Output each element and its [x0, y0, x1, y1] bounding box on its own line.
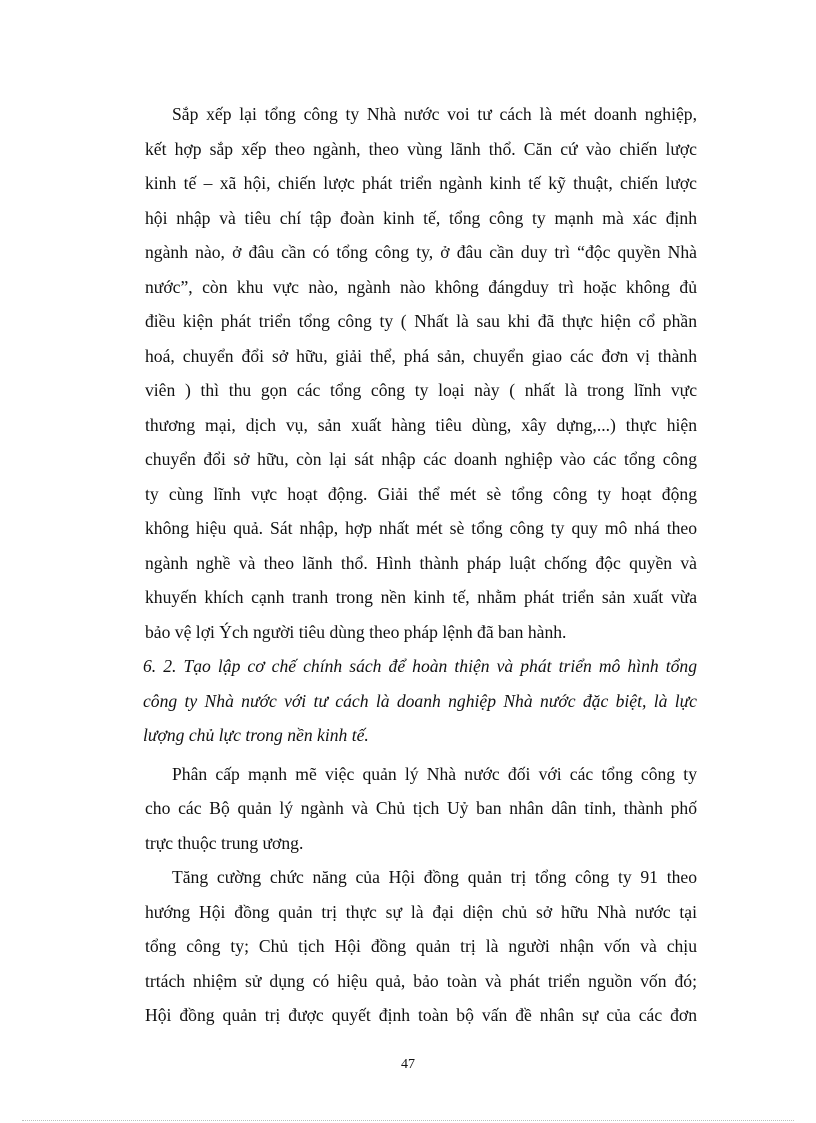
- heading-line: 6. 2. Tạo lập cơ chế chính sách để hoàn thiện và phát triển mô hình tổng: [143, 656, 697, 676]
- text-line: thương mại, dịch vụ, sản xuất hàng tiêu dùng, xây dựng,...) thực hiện: [145, 414, 697, 435]
- text-line: không hiệu quả. Sát nhập, hợp nhất mét sè tổng công ty quy mô nhá theo: [145, 518, 697, 538]
- section-heading: [145, 649, 697, 753]
- text-line: điều kiện phát triển tổng công ty ( Nhất là sau khi đã thực hiện cổ phần: [145, 311, 697, 331]
- text-line: Tăng cường chức năng của Hội đồng quản trị tổng công ty 91 theo: [172, 867, 697, 887]
- paragraph-decentralization: [145, 757, 697, 861]
- text-line: hướng Hội đồng quản trị thực sự là đại diện chủ sở hữu Nhà nước tại: [145, 901, 697, 922]
- text-line: Hội đồng quản trị được quyết định toàn bộ vấn đề nhân sự của các đơn: [145, 1005, 697, 1025]
- page-number: 47: [401, 1057, 415, 1072]
- text-line: ngành nghề và theo lãnh thổ. Hình thành pháp luật chống độc quyền và: [145, 552, 697, 573]
- text-line: Phân cấp mạnh mẽ việc quản lý Nhà nước đối với các tổng công ty: [172, 763, 697, 784]
- text-line: chuyển đổi sở hữu, còn lại sát nhập các doanh nghiệp vào các tổng công: [145, 449, 697, 469]
- text-line: nước”, còn khu vực nào, ngành nào không đángduy trì hoặc không đủ: [145, 276, 697, 297]
- text-line: kinh tế – xã hội, chiến lược phát triển ngành kinh tế kỹ thuật, chiến lược: [145, 173, 697, 193]
- text-line: trực thuộc trung ương.: [145, 832, 304, 853]
- text-line: tổng công ty; Chủ tịch Hội đồng quản trị là người nhận vốn và chịu: [145, 936, 697, 956]
- paragraph-board-functions: [145, 860, 697, 1033]
- heading-line: công ty Nhà nước với tư cách là doanh nghiệp Nhà nước đặc biệt, là lực: [143, 690, 697, 711]
- text-line: hội nhập và tiêu chí tập đoàn kinh tế, tổng công ty mạnh mà xác định: [145, 207, 697, 228]
- text-line: ngành nào, ở đâu cần có tổng công ty, ở đâu cần duy trì “độc quyền Nhà: [145, 242, 697, 262]
- text-line: khuyến khích cạnh tranh trong nền kinh tế, nhằm phát triển sản xuất vừa: [145, 587, 697, 607]
- document-body: [145, 97, 697, 1033]
- text-line: viên ) thì thu gọn các tổng công ty loại này ( nhất là trong lĩnh vực: [145, 380, 697, 400]
- text-line: cho các Bộ quản lý ngành và Chủ tịch Uỷ ban nhân dân tỉnh, thành phố: [145, 798, 697, 818]
- text-line: bảo vệ lợi Ých người tiêu dùng theo pháp lệnh đã ban hành.: [145, 621, 567, 642]
- text-line: Sắp xếp lại tổng công ty Nhà nước voi tư cách là mét doanh nghiệp,: [172, 104, 697, 124]
- paragraph-restructuring: [145, 97, 697, 649]
- text-line: ty cùng lĩnh vực hoạt động. Giải thể mét sè tổng công ty hoạt động: [145, 483, 697, 504]
- text-line: hoá, chuyển đổi sở hữu, giải thể, phá sản, chuyển giao các đơn vị thành: [145, 345, 697, 366]
- text-line: trtách nhiệm sử dụng có hiệu quả, bảo toàn và phát triển nguồn vốn đó;: [145, 970, 697, 991]
- text-line: kết hợp sắp xếp theo ngành, theo vùng lãnh thổ. Căn cứ vào chiến lược: [145, 138, 697, 159]
- heading-line: lượng chủ lực trong nền kinh tế.: [143, 725, 369, 745]
- footer-divider: [22, 1120, 794, 1121]
